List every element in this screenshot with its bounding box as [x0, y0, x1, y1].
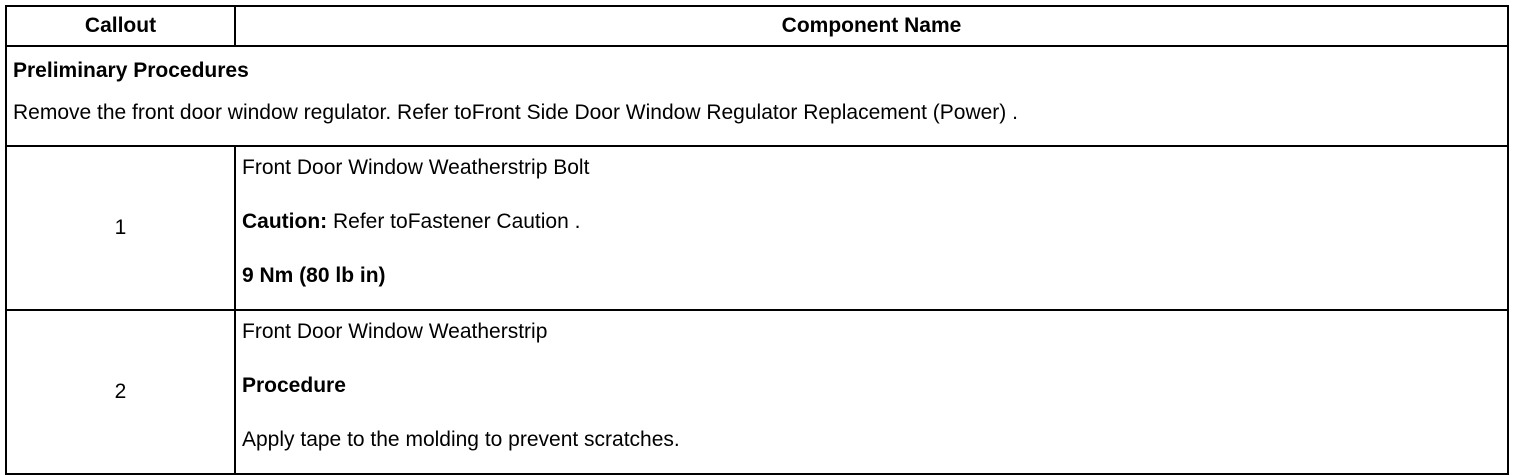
caution-line	[242, 201, 1507, 255]
procedure-label: Procedure	[242, 374, 346, 397]
preliminary-heading: Preliminary Procedures	[13, 59, 249, 82]
component-name: Front Door Window Weatherstrip Bolt	[242, 156, 590, 179]
preliminary-text: Remove the front door window regulator. Refer toFront Side Door Window Regulator Replacement (Power) .	[13, 101, 1018, 124]
torque-value: 9 Nm (80 lb in)	[242, 264, 386, 287]
component-name: Front Door Window Weatherstrip	[242, 320, 548, 343]
procedure-text: Apply tape to the molding to prevent scratches.	[242, 428, 680, 451]
callout-header: Callout	[6, 6, 235, 46]
caution-label: Caution:	[242, 210, 328, 233]
preliminary-row	[6, 46, 1508, 146]
preliminary-cell	[6, 46, 1508, 146]
component-cell	[235, 146, 1508, 310]
procedure-heading	[242, 365, 1507, 419]
header-row	[6, 6, 1508, 46]
callout-number: 2	[6, 310, 235, 474]
table-row	[6, 310, 1508, 474]
callout-number: 1	[6, 146, 235, 310]
caution-text: Refer toFastener Caution .	[327, 210, 581, 233]
torque-spec	[242, 255, 1507, 309]
procedure-table	[5, 5, 1509, 475]
component-name-header: Component Name	[235, 6, 1508, 46]
component-cell	[235, 310, 1508, 474]
table-row	[6, 146, 1508, 310]
